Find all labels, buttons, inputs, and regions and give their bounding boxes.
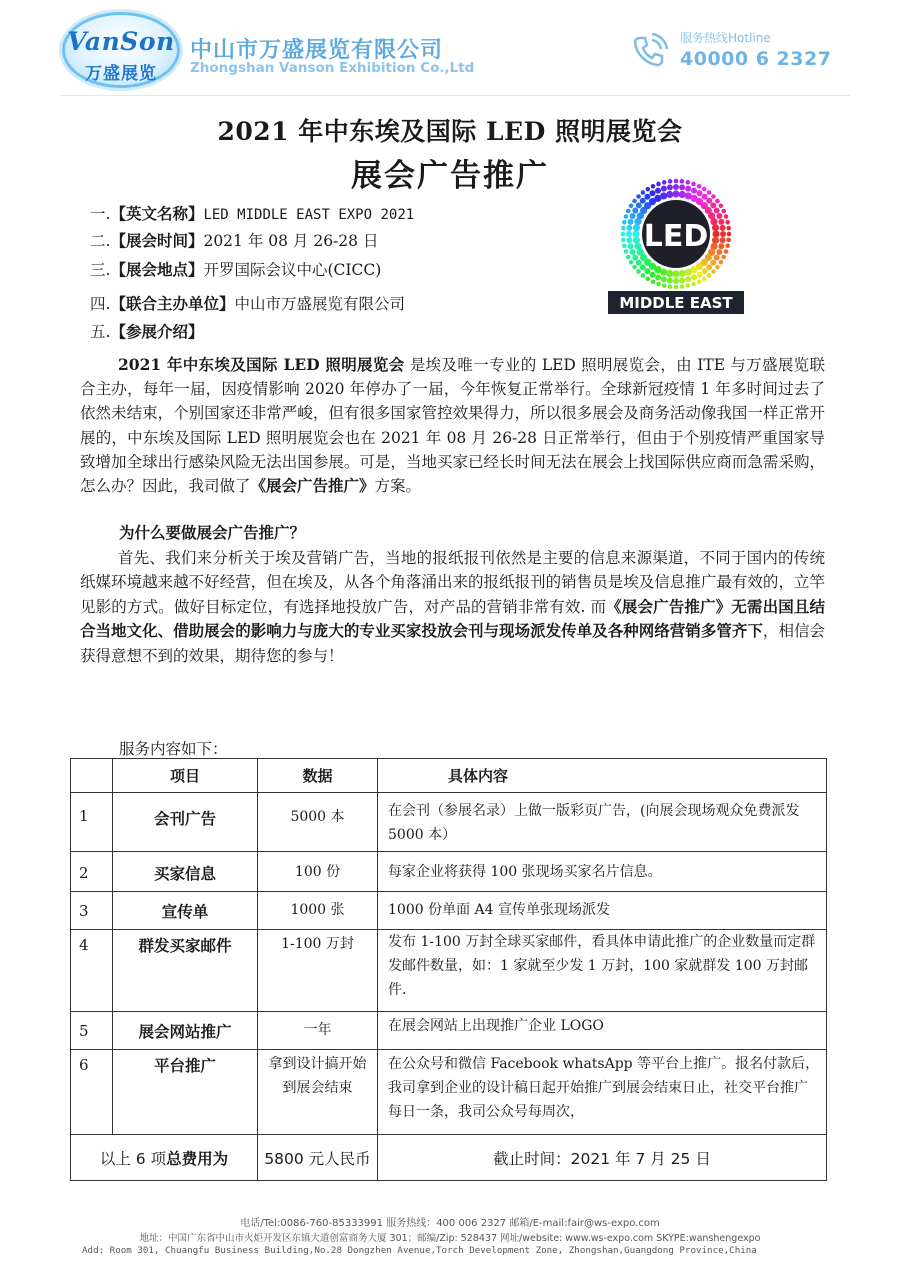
row-item: 展会网站推广 bbox=[113, 1012, 258, 1050]
led-dot bbox=[706, 198, 712, 204]
row-number: 2 bbox=[71, 852, 113, 892]
row-number: 3 bbox=[71, 892, 113, 930]
led-badge-subtext: MIDDLE EAST bbox=[619, 294, 733, 312]
led-dot bbox=[726, 238, 731, 243]
logo-chinese-text: 万盛展览 bbox=[85, 64, 157, 84]
led-dot bbox=[646, 277, 651, 282]
led-dot bbox=[707, 190, 712, 195]
led-dot bbox=[720, 225, 726, 231]
led-dot bbox=[640, 264, 646, 270]
row-item: 买家信息 bbox=[113, 852, 258, 892]
led-dot bbox=[718, 243, 724, 249]
intro-text: 是埃及唯一专业的 LED 照明展览会，由 ITE 与万盛展览联合主办，每年一届，因疫情影响 2020 年停办了一届，今年恢复正常举行。全球新冠疫情 1 年多时间过去了依然未结束，个别国家还非常严峻，但有很多国家管控效果得力，所以很多展会及商务活动像我国一样正常开展的，中东埃及国际 LED 照明展览会也在 2021 年 08 月 26-28 日正常举行，但由于个别疫情严重国家导致增加全球出行感染风险无法出国参展。可是，当地买家已经长时间无法在展会上找国际供应商而急需采购，怎么办？因此，我司做了 bbox=[80, 356, 826, 496]
led-dot bbox=[679, 270, 686, 277]
led-dot bbox=[655, 188, 661, 194]
footer-address-cn: 地址：中国广东省中山市火炬开发区东镇大道创富商务大厦 301；邮编/Zip: 528437 网址/website: www.ws-expo.com SKYPE:wanshengexpo bbox=[139, 1233, 761, 1244]
led-dot bbox=[626, 237, 632, 243]
row-item: 群发买家邮件 bbox=[113, 930, 258, 1012]
row-item: 宣传单 bbox=[113, 892, 258, 930]
led-dot bbox=[724, 214, 729, 219]
led-dot bbox=[725, 220, 730, 225]
led-dot bbox=[666, 191, 673, 198]
led-dot bbox=[691, 188, 697, 194]
led-dot bbox=[655, 274, 661, 280]
row-detail: 每家企业将获得 100 张现场买家名片信息。 bbox=[378, 852, 827, 892]
led-dot bbox=[672, 270, 679, 277]
info-label: 【参展介绍】 bbox=[110, 322, 204, 341]
led-dot bbox=[691, 182, 696, 187]
led-dot bbox=[719, 260, 724, 265]
led-dot bbox=[668, 179, 673, 184]
hotline-number: 40000 6 2327 bbox=[680, 48, 832, 70]
total-amount: 5800 元人民币 bbox=[258, 1135, 378, 1181]
led-dot bbox=[644, 194, 650, 200]
row-data: 一年 bbox=[258, 1012, 378, 1050]
led-dot bbox=[697, 184, 702, 189]
info-venue bbox=[90, 258, 381, 282]
why-text-1: 首先、我们来分析关于埃及营销广告，当地的报纸报刊依然是主要的信息来源渠道，不同于国内的传统纸媒环境越来越不好经营，但在埃及，从各个角落涌出来的报纸报刊的销售员是埃及信息推广最有效的，立竿见影的方式。做好目标定位，有选择地投放广告，对产品的营销非常有效. 而 bbox=[80, 549, 825, 616]
led-dot bbox=[626, 209, 631, 214]
table-header-row bbox=[71, 759, 827, 793]
table-header-item: 项目 bbox=[113, 759, 258, 793]
led-dot bbox=[712, 224, 719, 231]
company-name-en: Zhongshan Vanson Exhibition Co.,Ltd bbox=[190, 60, 475, 76]
led-dot bbox=[667, 184, 673, 190]
led-dot bbox=[710, 202, 716, 208]
led-dot bbox=[629, 204, 634, 209]
document-subtitle: 展会广告推广 bbox=[351, 158, 549, 194]
led-dot bbox=[641, 273, 646, 278]
led-dot bbox=[674, 285, 679, 290]
letterhead bbox=[0, 0, 900, 98]
led-dot bbox=[679, 184, 685, 190]
info-prefix: 五. bbox=[90, 323, 111, 341]
led-dot bbox=[621, 238, 626, 243]
table-header-no bbox=[71, 759, 113, 793]
led-dot bbox=[720, 237, 726, 243]
row-number: 5 bbox=[71, 1012, 113, 1050]
led-dot bbox=[626, 255, 631, 260]
led-dot bbox=[633, 224, 640, 231]
led-dot bbox=[651, 184, 656, 189]
led-dot bbox=[666, 270, 673, 277]
led-dot bbox=[712, 230, 719, 237]
info-value: 开罗国际会议中心(CICC) bbox=[203, 261, 382, 279]
table-row bbox=[71, 852, 827, 892]
led-dot bbox=[636, 260, 642, 266]
row-data: 5000 本 bbox=[258, 793, 378, 852]
led-dot bbox=[632, 230, 639, 237]
why-text-2: ，相信会获得意想不到的效果，期待您的参与！ bbox=[80, 622, 825, 665]
info-co-organizer bbox=[90, 292, 405, 316]
led-dot bbox=[650, 190, 656, 196]
table-total-row bbox=[71, 1135, 827, 1181]
led-dot bbox=[710, 260, 716, 266]
row-detail: 发布 1-100 万封全球买家邮件，看具体申请此推广的企业数量而定群发邮件数量，如：1 家就至少发 1 万封，100 家就群发 100 万封邮件. bbox=[378, 930, 827, 1012]
header-divider bbox=[60, 95, 850, 96]
led-dot bbox=[624, 249, 629, 254]
led-dot bbox=[650, 272, 656, 278]
intro-tail: 方案。 bbox=[374, 477, 422, 496]
led-dot bbox=[634, 243, 641, 250]
led-dot bbox=[714, 255, 720, 261]
info-prefix: 二. bbox=[90, 232, 111, 250]
led-dot bbox=[691, 282, 696, 287]
led-dot bbox=[636, 269, 641, 274]
led-dot bbox=[685, 276, 691, 282]
row-data: 1-100 万封 bbox=[258, 930, 378, 1012]
total-prefix: 以上 6 项 bbox=[99, 1149, 167, 1168]
row-item: 平台推广 bbox=[113, 1050, 258, 1135]
led-dot bbox=[697, 190, 703, 196]
led-dot bbox=[685, 186, 691, 192]
why-bold: 《展会广告推广》无需出国且结合当地文化、借助展会的影响力与庞大的专业买家投放会刊与现场派发传单及各种网络营销多管齐下 bbox=[80, 596, 825, 641]
info-label: 【展会时间】 bbox=[110, 231, 204, 250]
led-dot bbox=[656, 282, 661, 287]
row-number: 6 bbox=[71, 1050, 113, 1135]
led-dot bbox=[662, 283, 667, 288]
led-dot bbox=[716, 213, 722, 219]
led-dot bbox=[624, 214, 629, 219]
led-dot bbox=[651, 279, 656, 284]
row-data: 拿到设计搞开始到展会结束 bbox=[258, 1050, 378, 1135]
led-dot bbox=[679, 278, 685, 284]
led-dot bbox=[725, 243, 730, 248]
led-dot bbox=[668, 284, 673, 289]
led-dot bbox=[662, 180, 667, 185]
led-dot bbox=[644, 268, 650, 274]
led-dot bbox=[632, 208, 638, 214]
why-heading: 为什么要做展会广告推广？ bbox=[119, 523, 306, 542]
led-dot bbox=[680, 284, 685, 289]
row-number: 4 bbox=[71, 930, 113, 1012]
phone-icon bbox=[628, 30, 670, 72]
table-header-detail: 具体内容 bbox=[378, 759, 827, 793]
led-dot bbox=[626, 225, 632, 231]
led-dot bbox=[673, 184, 679, 190]
led-dot bbox=[621, 232, 626, 237]
led-dot bbox=[702, 187, 707, 192]
info-prefix: 四. bbox=[90, 295, 111, 313]
led-dot bbox=[636, 202, 642, 208]
services-table bbox=[70, 758, 827, 1181]
led-dot bbox=[711, 194, 716, 199]
led-dot bbox=[646, 187, 651, 192]
document-title: 2021 年中东埃及国际 LED 照明展览会 bbox=[217, 117, 683, 146]
info-exhibit-intro bbox=[90, 320, 203, 344]
deadline: 截止时间：2021 年 7 月 25 日 bbox=[378, 1135, 827, 1181]
footer-address-en: Add: Room 301, Chuangfu Business Building,No.28 Dongzhen Avenue,Torch Development Zone, Zhongshan,Guangdong Province,China bbox=[82, 1245, 757, 1256]
led-dot bbox=[679, 191, 686, 198]
led-dot bbox=[672, 190, 679, 197]
led-dot bbox=[630, 213, 636, 219]
why-paragraph bbox=[80, 546, 825, 668]
led-dot bbox=[641, 190, 646, 195]
led-dot bbox=[702, 194, 708, 200]
led-dot bbox=[632, 199, 637, 204]
led-dot bbox=[661, 186, 667, 192]
services-intro: 服务内容如下： bbox=[119, 740, 228, 758]
led-dot bbox=[724, 249, 729, 254]
info-label: 【展会地点】 bbox=[110, 260, 204, 279]
table-row bbox=[71, 930, 827, 1012]
intro-plan-name: 《展会广告推广》 bbox=[250, 476, 375, 496]
led-dot bbox=[628, 219, 634, 225]
info-label: 【英文名称】 bbox=[110, 204, 204, 223]
led-dot bbox=[716, 249, 722, 255]
led-dot bbox=[697, 279, 702, 284]
led-dot bbox=[673, 278, 679, 284]
info-value: LED MIDDLE EAST EXPO 2021 bbox=[203, 207, 415, 223]
led-dot bbox=[727, 232, 732, 237]
led-dot bbox=[674, 179, 679, 184]
led-dot bbox=[711, 269, 716, 274]
led-dot bbox=[721, 255, 726, 260]
led-dot bbox=[702, 268, 708, 274]
led-dot bbox=[656, 182, 661, 187]
info-expo-date bbox=[90, 229, 378, 253]
table-row bbox=[71, 892, 827, 930]
logo-english-text: VanSon bbox=[67, 27, 175, 56]
hotline-label: 服务热线Hotline bbox=[680, 31, 771, 45]
led-dot bbox=[715, 265, 720, 270]
row-data: 100 份 bbox=[258, 852, 378, 892]
info-prefix: 一. bbox=[90, 205, 111, 223]
info-label: 【联合主办单位】 bbox=[110, 294, 235, 313]
led-dot bbox=[719, 204, 724, 209]
row-detail: 在公众号和微信 Facebook whatsApp 等平台上推广。报名付款后，我司拿到企业的设计稿日起开始推广到展会结束日止，社交平台推广每日一条，我司公众号每周次， bbox=[378, 1050, 827, 1135]
led-dot bbox=[636, 194, 641, 199]
company-logo bbox=[62, 12, 180, 88]
led-badge-text: LED bbox=[643, 219, 709, 254]
led-dot bbox=[712, 237, 719, 244]
row-number: 1 bbox=[71, 793, 113, 852]
table-row bbox=[71, 1012, 827, 1050]
led-dot bbox=[680, 179, 685, 184]
info-value: 中山市万盛展览有限公司 bbox=[234, 295, 405, 313]
led-dot bbox=[622, 243, 627, 248]
led-dot bbox=[718, 219, 724, 225]
led-dot bbox=[633, 237, 640, 244]
led-dot bbox=[697, 272, 703, 278]
led-dot bbox=[720, 231, 726, 237]
table-row bbox=[71, 1050, 827, 1135]
led-dot bbox=[710, 218, 717, 225]
intro-lead: 2021 年中东埃及国际 LED 照明展览会 bbox=[118, 355, 405, 374]
row-item: 会刊广告 bbox=[113, 793, 258, 852]
table-header-data: 数据 bbox=[258, 759, 378, 793]
led-dot bbox=[632, 255, 638, 261]
led-dot bbox=[630, 249, 636, 255]
led-dot bbox=[726, 226, 731, 231]
total-label bbox=[71, 1135, 258, 1181]
led-dot bbox=[707, 273, 712, 278]
info-english-name bbox=[90, 202, 414, 227]
info-prefix: 三. bbox=[90, 261, 111, 279]
led-middle-east-badge bbox=[606, 178, 746, 314]
row-detail: 1000 份单面 A4 宣传单张现场派发 bbox=[378, 892, 827, 930]
led-dot bbox=[626, 231, 632, 237]
row-data: 1000 张 bbox=[258, 892, 378, 930]
led-dot bbox=[632, 265, 637, 270]
led-dot bbox=[706, 264, 712, 270]
led-dot bbox=[660, 192, 667, 199]
led-dot bbox=[621, 226, 626, 231]
total-label-bold: 总费用为 bbox=[166, 1149, 229, 1168]
info-value: 2021 年 08 月 26-28 日 bbox=[203, 232, 379, 250]
led-dot bbox=[667, 278, 673, 284]
led-dot bbox=[691, 274, 697, 280]
table-row bbox=[71, 793, 827, 852]
led-dot bbox=[628, 243, 634, 249]
row-detail: 在展会网站上出现推广企业 LOGO bbox=[378, 1012, 827, 1050]
led-dot bbox=[685, 180, 690, 185]
footer-contact: 电话/Tel:0086-760-85333991 服务热线：400 006 2327 邮箱/E-mail:fair@ws-expo.com bbox=[240, 1218, 660, 1229]
company-name-cn: 中山市万盛展览有限公司 bbox=[190, 38, 444, 63]
row-detail: 在会刊（参展名录）上做一版彩页广告，(向展会现场观众免费派发 5000 本） bbox=[378, 793, 827, 852]
led-dot bbox=[702, 277, 707, 282]
led-dot bbox=[685, 283, 690, 288]
led-dot bbox=[640, 198, 646, 204]
led-dot bbox=[629, 260, 634, 265]
led-dot bbox=[685, 268, 692, 275]
led-dot bbox=[715, 199, 720, 204]
led-dot bbox=[714, 208, 720, 214]
led-dot bbox=[661, 276, 667, 282]
intro-paragraph bbox=[80, 353, 825, 498]
led-dot bbox=[721, 209, 726, 214]
led-dot bbox=[622, 220, 627, 225]
